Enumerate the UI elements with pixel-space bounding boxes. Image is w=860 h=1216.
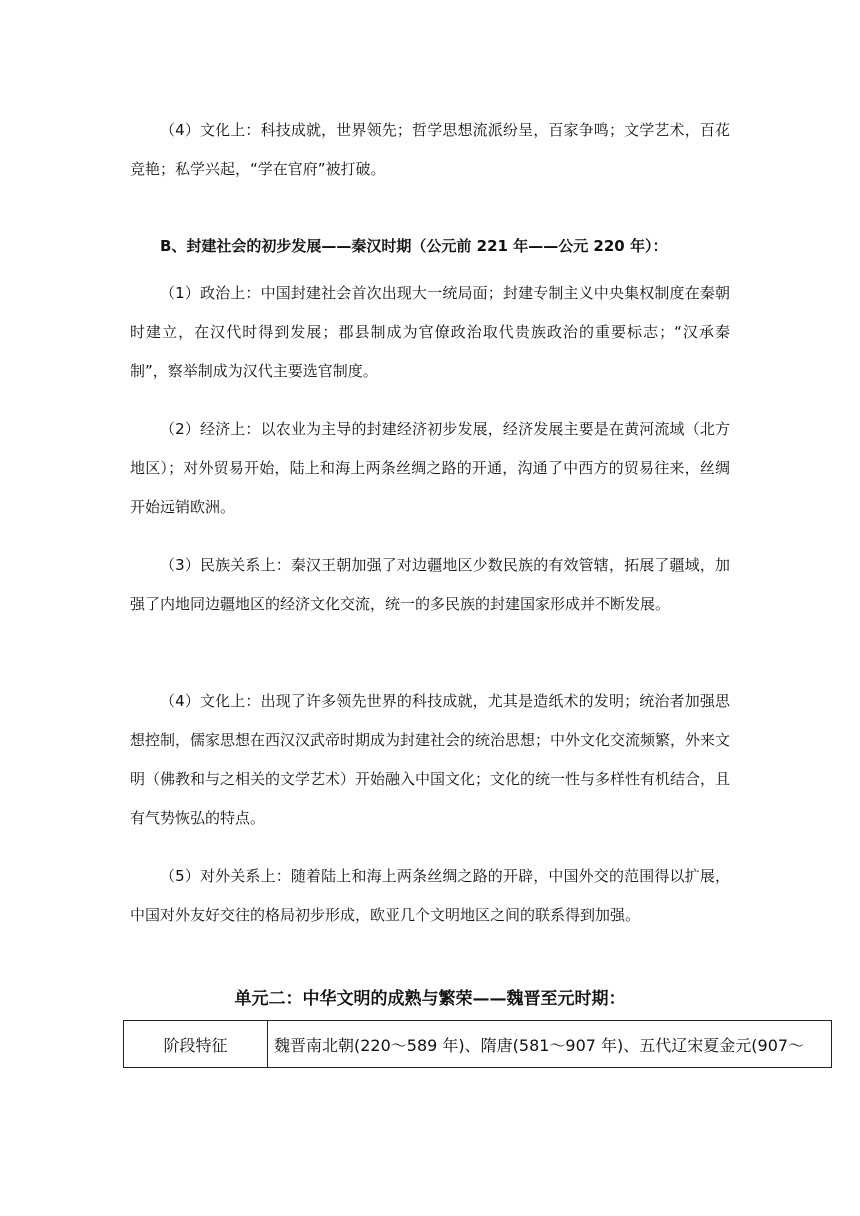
paragraph-culture-pre-qin: （4）文化上：科技成就，世界领先；哲学思想流派纷呈，百家争鸣；文学艺术，百花竞艳；私学兴起，“学在官府”被打破。 <box>130 121 730 178</box>
table-value-cell: 魏晋南北朝(220～589 年)、隋唐(581～907 年)、五代辽宋夏金元(907～ <box>268 1021 832 1068</box>
paragraph-politics: （1）政治上：中国封建社会首次出现大一统局面；封建专制主义中央集权制度在秦朝时建立，在汉代时得到发展；郡县制成为官僚政治取代贵族政治的重要标志；“汉承秦制”，察举制成为汉代主要选官制度。 <box>130 284 730 380</box>
table-label-cell: 阶段特征 <box>124 1021 268 1068</box>
stage-characteristics-table <box>123 1020 832 1068</box>
paragraph-economy: （2）经济上：以农业为主导的封建经济初步发展，经济发展主要是在黄河流域（北方地区）；对外贸易开始，陆上和海上两条丝绸之路的开通，沟通了中西方的贸易往来，丝绸开始远销欧洲。 <box>130 420 730 516</box>
paragraph-foreign-relations: （5）对外关系上：随着陆上和海上两条丝绸之路的开辟，中国外交的范围得以扩展，中国对外友好交往的格局初步形成，欧亚几个文明地区之间的联系得到加强。 <box>130 867 730 924</box>
paragraph-ethnic-relations: （3）民族关系上：秦汉王朝加强了对边疆地区少数民族的有效管辖，拓展了疆域，加强了内地同边疆地区的经济文化交流，统一的多民族的封建国家形成并不断发展。 <box>130 556 730 613</box>
section-heading-qin-han: B、封建社会的初步发展——秦汉时期（公元前 221 年——公元 220 年）： <box>160 237 668 255</box>
paragraph-culture-qin-han: （4）文化上：出现了许多领先世界的科技成就，尤其是造纸术的发明；统治者加强思想控制，儒家思想在西汉汉武帝时期成为封建社会的统治思想；中外文化交流频繁，外来文明（佛教和与之相关的文学艺术）开始融入中国文化；文化的统一性与多样性有机结合，且有气势恢弘的特点。 <box>130 692 731 827</box>
table-row <box>124 1021 832 1068</box>
unit-heading: 单元二：中华文明的成熟与繁荣——魏晋至元时期： <box>234 989 626 1009</box>
